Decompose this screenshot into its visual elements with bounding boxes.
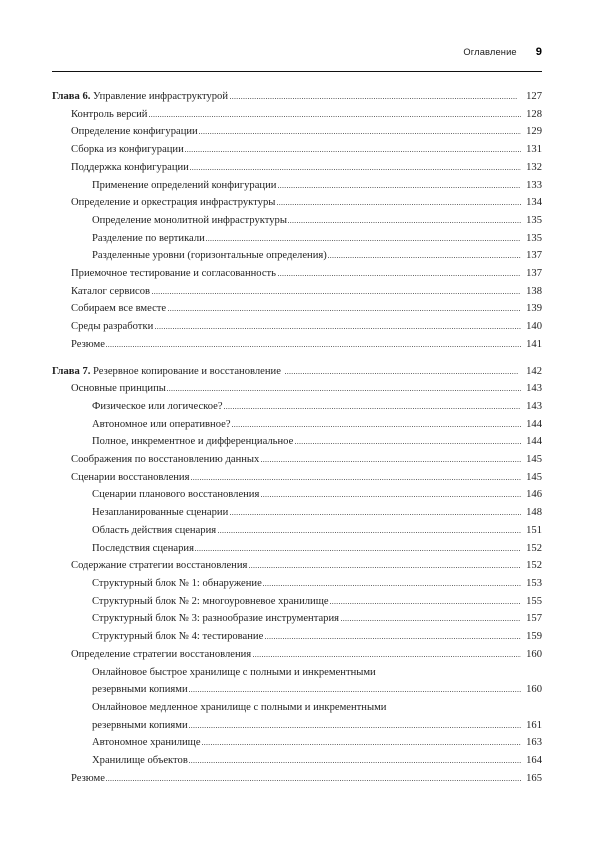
- toc-entry-page: 145: [526, 471, 542, 483]
- toc-entry[interactable]: [92, 610, 542, 628]
- toc-entry[interactable]: [92, 398, 542, 416]
- toc-entry-line: [92, 699, 542, 717]
- toc-entry-line: [92, 504, 542, 522]
- toc-entry-label: Поддержка конфигурации: [71, 161, 189, 173]
- toc-entry-line: [92, 717, 542, 735]
- toc-entry-page: 131: [526, 144, 542, 156]
- running-head: [52, 46, 542, 66]
- toc-entry[interactable]: [92, 575, 542, 593]
- toc-entry-label: Определение и оркестрация инфраструктуры: [71, 197, 276, 209]
- dot-leader: [167, 390, 520, 391]
- toc-entry[interactable]: [71, 451, 542, 469]
- toc-entry-label: Область действия сценария: [92, 524, 217, 536]
- toc-entry-page: 133: [526, 179, 542, 191]
- dot-leader: [189, 727, 520, 728]
- dot-leader: [155, 328, 521, 329]
- toc-entry[interactable]: [71, 123, 542, 141]
- dot-leader: [265, 638, 521, 639]
- toc-entry[interactable]: [92, 628, 542, 646]
- toc-entry-label: Содержание стратегии восстановления: [71, 560, 248, 572]
- dot-leader: [278, 275, 521, 276]
- toc-entry-page: 139: [526, 303, 542, 315]
- toc-entry-label: Сценарии восстановления: [71, 471, 190, 483]
- toc-entry-line: [71, 469, 542, 487]
- toc-entry-line: [52, 363, 542, 381]
- toc-entry-page: 155: [526, 595, 542, 607]
- toc-entry-page: 160: [526, 648, 542, 660]
- toc-entry-page: 160: [526, 684, 542, 696]
- toc-entry[interactable]: [71, 380, 542, 398]
- dot-leader: [218, 532, 521, 533]
- dot-leader: [328, 257, 520, 258]
- toc-entry-line: [71, 123, 542, 141]
- toc-entry[interactable]: [92, 177, 542, 195]
- toc-entry[interactable]: [92, 230, 542, 248]
- header-rule: [52, 71, 542, 72]
- toc-entry-page: 157: [526, 613, 542, 625]
- toc-entry-label: Определение конфигурации: [71, 126, 198, 138]
- dot-leader: [232, 426, 520, 427]
- toc-entry-label: Среды разработки: [71, 321, 154, 333]
- toc-entry-line: [92, 681, 542, 699]
- toc-entry-page: 132: [526, 161, 542, 173]
- toc-entry-label: Полное, инкрементное и дифференциальное: [92, 436, 294, 448]
- toc-entry-page: 137: [526, 250, 542, 262]
- dot-leader: [106, 346, 520, 347]
- dot-leader: [261, 496, 521, 497]
- toc-entry[interactable]: [71, 336, 542, 354]
- toc-chapter-title: Управление инфраструктурой: [90, 91, 229, 102]
- dot-leader: [152, 293, 521, 294]
- page-folio: 9: [535, 46, 542, 58]
- toc-entry-line: [71, 283, 542, 301]
- toc-entry-line: [92, 664, 542, 682]
- dot-leader: [230, 98, 518, 99]
- toc-entry-label: Разделенные уровни (горизонтальные определения): [92, 250, 327, 262]
- toc-entry-label: Определение стратегии восстановления: [71, 648, 252, 660]
- toc-entry-label: Структурный блок № 3: разнообразие инструментария: [92, 613, 340, 625]
- toc-entry-line: [92, 247, 542, 265]
- toc-entry-label-continued: резервными копиями: [92, 684, 188, 696]
- dot-leader: [189, 762, 520, 763]
- toc-chapter-entry[interactable]: [52, 363, 542, 381]
- toc-entry-page: 143: [526, 400, 542, 412]
- toc-list: [52, 88, 542, 787]
- dot-leader: [195, 550, 520, 551]
- toc-entry[interactable]: [92, 247, 542, 265]
- toc-entry-page: 145: [526, 454, 542, 466]
- toc-entry[interactable]: [71, 469, 542, 487]
- toc-entry-line: [92, 610, 542, 628]
- toc-entry-page: 148: [526, 507, 542, 519]
- toc-entry-page: 135: [526, 214, 542, 226]
- toc-entry-page: 127: [526, 91, 542, 102]
- toc-entry-label: [52, 363, 284, 381]
- toc-entry-line: [92, 177, 542, 195]
- toc-entry-page: 159: [526, 631, 542, 643]
- dot-leader: [278, 187, 521, 188]
- toc-entry-line: [71, 336, 542, 354]
- dot-leader: [149, 116, 521, 117]
- toc-entry-page: 141: [526, 338, 542, 350]
- toc-entry-line: [92, 398, 542, 416]
- toc-entry-label: Контроль версий: [71, 108, 148, 120]
- toc-entry-line: [92, 416, 542, 434]
- toc-entry-label: Соображения по восстановлению данных: [71, 454, 260, 466]
- toc-entry-label: Последствия сценария: [92, 542, 194, 554]
- toc-entry-page: 163: [526, 737, 542, 749]
- toc-entry-page: 144: [526, 418, 542, 430]
- toc-entry-label: Разделение по вертикали: [92, 232, 205, 244]
- toc-entry-line: [92, 734, 542, 752]
- dot-leader: [191, 479, 521, 480]
- toc-entry-label: Сборка из конфигурации: [71, 144, 184, 156]
- toc-entry[interactable]: [92, 593, 542, 611]
- toc-entry-label: Резюме: [71, 772, 105, 784]
- toc-entry-page: 129: [526, 126, 542, 138]
- toc-chapter-entry[interactable]: [52, 88, 542, 106]
- dot-leader: [190, 169, 520, 170]
- dot-leader: [341, 620, 521, 621]
- toc-entry-label: Физическое или логическое?: [92, 400, 223, 412]
- toc-entry-page: 165: [526, 772, 542, 784]
- toc-entry[interactable]: [71, 557, 542, 575]
- toc-entry-label: Автономное или оперативное?: [92, 418, 231, 430]
- toc-entry[interactable]: [92, 522, 542, 540]
- toc-entry[interactable]: [92, 416, 542, 434]
- toc-entry-page: 152: [526, 560, 542, 572]
- toc-entry-page: 128: [526, 108, 542, 120]
- toc-entry-label: Сценарии планового восстановления: [92, 489, 260, 501]
- toc-entry[interactable]: [92, 433, 542, 451]
- toc-entry-label: Каталог сервисов: [71, 285, 150, 297]
- toc-entry[interactable]: [71, 265, 542, 283]
- dot-leader: [377, 674, 520, 675]
- toc-entry[interactable]: [92, 540, 542, 558]
- toc-entry-page: 143: [526, 383, 542, 395]
- toc-entry-line: [92, 575, 542, 593]
- toc-entry-label-continued: резервными копиями: [92, 719, 188, 731]
- toc-entry-page: 134: [526, 197, 542, 209]
- dot-leader: [106, 780, 520, 781]
- dot-leader: [388, 709, 521, 710]
- dot-leader: [168, 310, 521, 311]
- dot-leader: [295, 443, 521, 444]
- dot-leader: [185, 151, 520, 152]
- toc-entry-page: 138: [526, 285, 542, 297]
- toc-entry-page: 135: [526, 232, 542, 244]
- toc-entry[interactable]: [92, 212, 542, 230]
- dot-leader: [199, 133, 520, 134]
- toc-entry-page: 164: [526, 755, 542, 767]
- toc-entry-label: Онлайновое медленное хранилище с полными и инкрементными: [92, 701, 387, 713]
- toc-entry-page: 137: [526, 268, 542, 280]
- toc-entry[interactable]: [92, 752, 542, 770]
- toc-entry-line: [71, 159, 542, 177]
- toc-entry-label: Структурный блок № 4: тестирование: [92, 631, 264, 643]
- toc-entry-line: [92, 752, 542, 770]
- dot-leader: [277, 204, 521, 205]
- toc-entry-line: [92, 540, 542, 558]
- toc-entry-line: [71, 451, 542, 469]
- toc-entry[interactable]: [92, 699, 542, 734]
- toc-entry-label: Применение определений конфигурации: [92, 179, 277, 191]
- toc-entry[interactable]: [92, 504, 542, 522]
- toc-entry[interactable]: [71, 318, 542, 336]
- toc-entry-line: [92, 230, 542, 248]
- toc-entry-label: Структурный блок № 1: обнаружение: [92, 577, 262, 589]
- toc-entry-line: [92, 522, 542, 540]
- toc-entry-line: [71, 646, 542, 664]
- toc-entry-line: [92, 433, 542, 451]
- toc-entry[interactable]: [92, 664, 542, 699]
- toc-entry-page: 140: [526, 321, 542, 333]
- toc-entry[interactable]: [71, 283, 542, 301]
- toc-entry-page: 153: [526, 577, 542, 589]
- dot-leader: [249, 567, 521, 568]
- dot-leader: [285, 373, 517, 374]
- toc-entry-line: [92, 212, 542, 230]
- running-head-title: Оглавление: [463, 47, 517, 57]
- toc-entry-line: [92, 593, 542, 611]
- toc-entry-label: Автономное хранилище: [92, 737, 201, 749]
- toc-entry-line: [71, 265, 542, 283]
- toc-entry-line: [71, 380, 542, 398]
- toc-entry[interactable]: [71, 770, 542, 788]
- toc-entry-line: [92, 486, 542, 504]
- toc-entry-line: [71, 106, 542, 124]
- dot-leader: [263, 585, 520, 586]
- toc-entry-label: Незапланированные сценарии: [92, 507, 229, 519]
- dot-leader: [189, 691, 520, 692]
- dot-leader: [288, 222, 520, 223]
- toc-entry-label: Структурный блок № 2: многоуровневое хранилище: [92, 595, 329, 607]
- toc-entry-page: 144: [526, 436, 542, 448]
- toc-entry[interactable]: [92, 486, 542, 504]
- toc-entry-line: [71, 300, 542, 318]
- dot-leader: [202, 744, 520, 745]
- dot-leader: [261, 461, 521, 462]
- toc-entry-page: 146: [526, 489, 542, 501]
- toc-entry-page: 142: [526, 365, 542, 377]
- toc-entry-page: 161: [526, 719, 542, 731]
- toc-entry-line: [71, 194, 542, 212]
- toc-entry[interactable]: [71, 300, 542, 318]
- dot-leader: [206, 240, 520, 241]
- toc-entry-line: [71, 141, 542, 159]
- toc-entry[interactable]: [71, 159, 542, 177]
- toc-entry-label: Онлайновое быстрое хранилище с полными и инкрементными: [92, 666, 376, 678]
- toc-chapter-title: Резервное копирование и восстановление: [90, 365, 284, 377]
- dot-leader: [230, 514, 521, 515]
- dot-leader: [224, 408, 520, 409]
- toc-entry-label: Приемочное тестирование и согласованность: [71, 268, 277, 280]
- toc-entry-label: Хранилище объектов: [92, 755, 188, 767]
- toc-entry-label: Основные принципы: [71, 383, 166, 395]
- toc-entry-line: [92, 628, 542, 646]
- toc-entry-page: 151: [526, 524, 542, 536]
- toc-entry[interactable]: [92, 734, 542, 752]
- toc-entry-page: 152: [526, 542, 542, 554]
- toc-entry[interactable]: [71, 194, 542, 212]
- toc-chapter-number: Глава 6.: [52, 91, 91, 102]
- toc-entry-label: Резюме: [71, 338, 105, 350]
- toc-entry[interactable]: [71, 141, 542, 159]
- toc-entry[interactable]: [71, 646, 542, 664]
- dot-leader: [253, 656, 521, 657]
- toc-entry-line: [71, 318, 542, 336]
- toc-chapter-number: Глава 7.: [52, 365, 91, 377]
- toc-entry-label: [52, 88, 228, 106]
- toc-entry-label: Определение монолитной инфраструктуры: [92, 214, 287, 226]
- toc-entry[interactable]: [71, 106, 542, 124]
- toc-entry-line: [71, 770, 542, 788]
- toc-entry-label: Собираем все вместе: [71, 303, 167, 315]
- dot-leader: [330, 603, 520, 604]
- toc-entry-line: [52, 88, 542, 106]
- toc-entry-line: [71, 557, 542, 575]
